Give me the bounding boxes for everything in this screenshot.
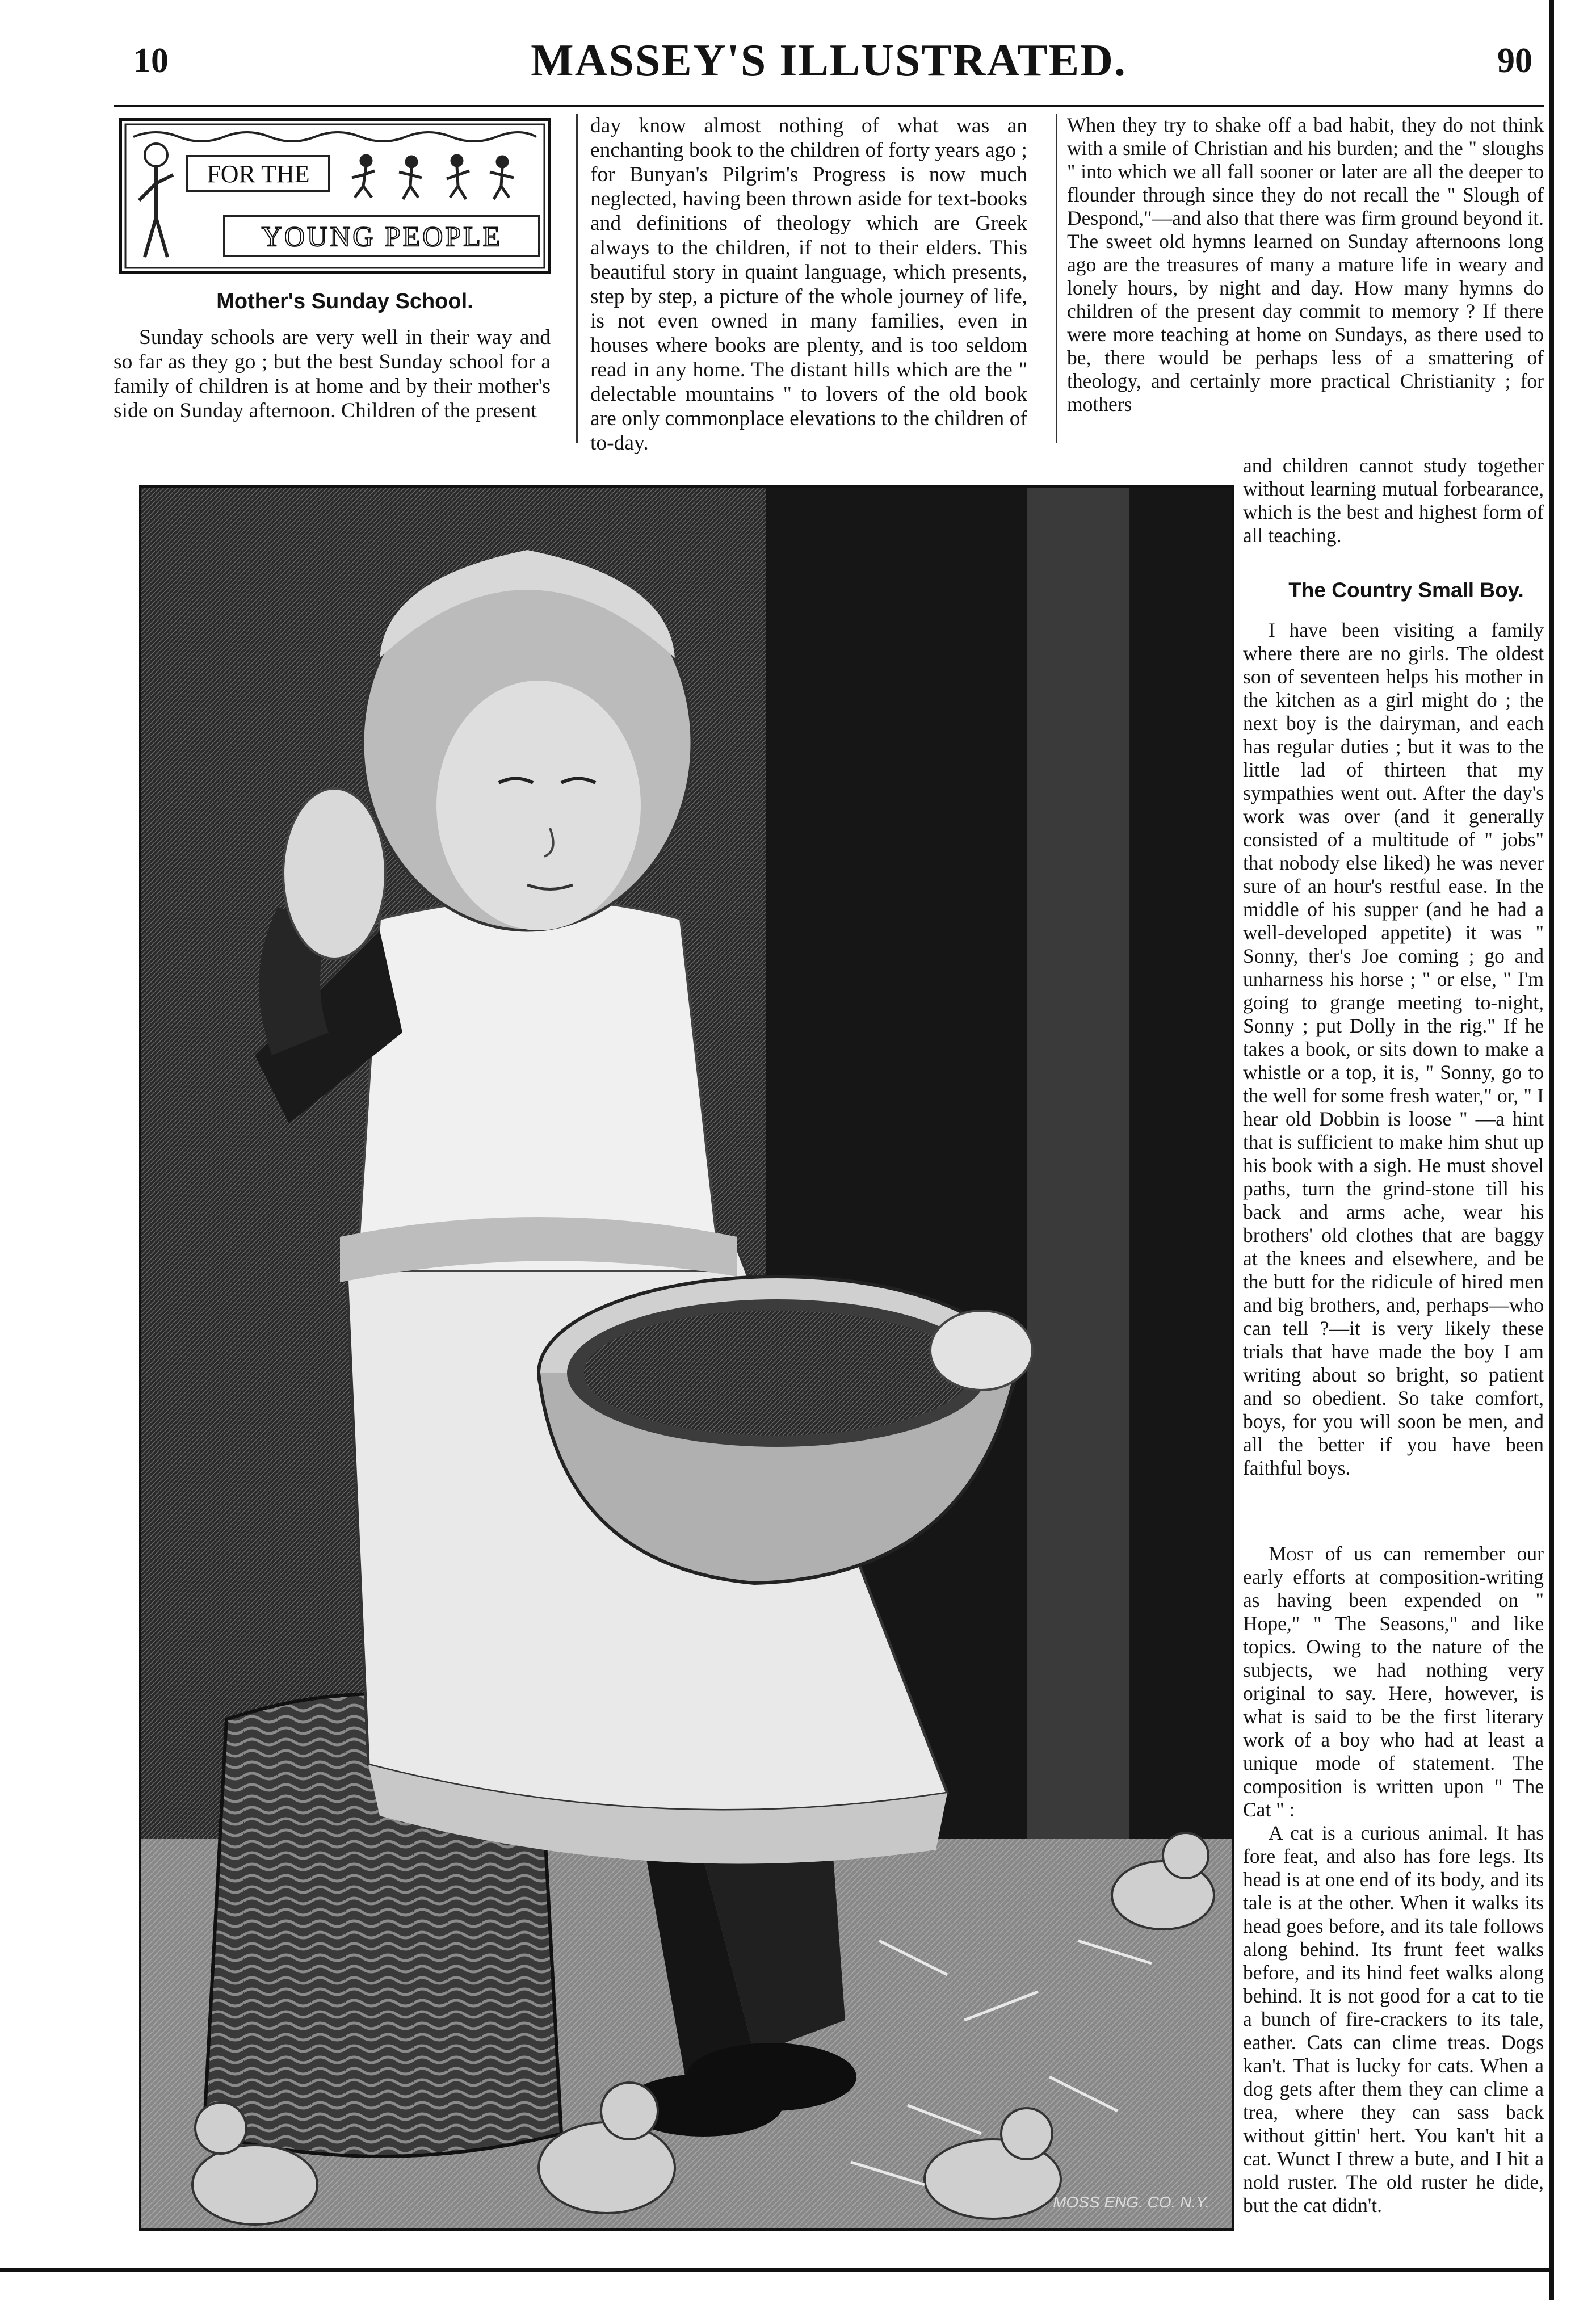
article3-intro	[1243, 1542, 1544, 1821]
publication-title: MASSEY'S ILLUSTRATED.	[531, 36, 1127, 86]
article1-column2	[590, 114, 1027, 455]
page-edge-right	[1549, 0, 1554, 2300]
right-column	[1243, 454, 1544, 2217]
banner-line-young-people: YOUNG PEOPLE	[261, 220, 503, 252]
article1-paragraph1: Sunday schools are very well in their way and so far as they go ; but the best Sunday school for a family of children is at home and by their mother's side on Sunday afternoon. Children of the present	[114, 326, 551, 422]
article3-lead-word: Most	[1269, 1542, 1313, 1565]
young-people-banner	[119, 118, 551, 274]
article1-paragraph2: day know almost nothing of what was an enchanting book to the children of forty years ago ; for Bunyan's Pilgrim's Progress is now much neglected, having been thrown aside for text-books and definitions of theology which are Greek always to the children, if not to their elders. This beautiful story in quaint language, which presents, step by step, a picture of the whole journey of life, is not even owned in many families, even in houses where books are plenty, and is too seldom read in any home. The distant hills which are the " delectable mountains " to lovers of the old book are only commonplace elevations to the children of to-day.	[590, 114, 1027, 455]
page-number-right: 90	[1497, 41, 1532, 80]
article1-column3	[1067, 114, 1544, 416]
article2-body: I have been visiting a family where there are no girls. The oldest son of seventeen helps his mother in the kitchen as a girl might do ; the next boy is the dairyman, and each has regular duties ; but it was to the little lad of thirteen that my sympathies went out. After the day's work was over (and it generally consisted of a multitude of " jobs" that nobody else liked) he was never sure of an hour's restful ease. In the middle of his supper (and he had a well-developed appetite) it was " Sonny, ther's Joe coming ; go and unharness his horse ; " or else, " I'm going to grange meeting to-night, Sonny ; put Dolly in the rig." If he takes a book, or sits down to make a whistle or a top, it is, " Sonny, go to the well for some fresh water," or, " I hear old Dobbin is loose " —a hint that is sufficient to make him shut up his book with a sigh. He must shovel paths, turn the grind-stone till his back and arms ache, wear his brothers' old clothes that are baggy at the knees and elsewhere, and be the butt for the ridicule of hired men and big brothers, and, perhaps—who can tell ?—it is very likely these trials that have made the boy I am writing about so bright, so patient and so obedient. So take comfort, boys, for you will soon be men, and all the better if you have been faithful boys.	[1243, 619, 1544, 1479]
article1-column1	[114, 284, 551, 423]
banner-ornament-icon	[122, 121, 548, 271]
running-head	[114, 35, 1544, 98]
column-divider	[1056, 114, 1057, 443]
article1-paragraph4: and children cannot study together without learning mutual forbearance, which is the best and highest form of all teaching.	[1243, 454, 1544, 547]
header-rule	[114, 105, 1544, 107]
engraver-signature: MOSS ENG. CO. N.Y.	[1053, 2193, 1209, 2211]
article2-heading: The Country Small Boy.	[1288, 578, 1524, 602]
article1-paragraph3: When they try to shake off a bad habit, they do not think with a smile of Christian and his burden; and the " sloughs " into which we all fall sooner or later are all the deeper to flounder through since they do not recall the " Slough of Despond,"—and also that there was firm ground beyond it. The sweet old hymns learned on Sunday afternoons long ago are the treasures of many a mature life in weary and lonely hours, by night and day. How many hymns do children of the present day commit to memory ? If there were more teaching at home on Sundays, as there used to be, there would be perhaps less of a smattering of theology, and certainly more practical Christianity ; for mothers	[1067, 114, 1544, 415]
article3-intro-text: of us can remember our early efforts at composition-writing as having been expended on " Hope," " The Seasons," and like topics. Owing to the nature of the subjects, we had nothing very original to say. Here, however, is what is said to be the first literary work of a boy who had at least a unique mode of statement. The composition is written upon " The Cat " :	[1243, 1542, 1544, 1821]
section-spacer	[1243, 1480, 1544, 1542]
girl-with-bowl-illustration	[141, 488, 1232, 2228]
column-divider	[576, 114, 578, 443]
banner-line-for-the: FOR THE	[207, 160, 310, 188]
article1-heading: Mother's Sunday School.	[216, 289, 473, 313]
page-number-left: 10	[133, 41, 169, 80]
engraving-girl-with-bowl	[139, 485, 1234, 2231]
page-edge-bottom	[0, 2268, 1554, 2272]
article3-quote: A cat is a curious animal. It has fore feat, and also has fore legs. Its head is at one end of its body, and its tale is at the other. When it walks its head goes before, and its tale follows along behind. Its frunt feet walks before, and its hind feet walks along behind. It is not good for a cat to tie a bunch of fire-crackers to its tale, eather. Cats can clime treas. Dogs kan't. That is lucky for cats. When a dog gets after them they can clime a trea, where they can sass back without gittin' hert. You kan't hit a cat. Wunct I threw a bute, and I hit a nold ruster. The old ruster he dide, but the cat didn't.	[1243, 1821, 1544, 2217]
